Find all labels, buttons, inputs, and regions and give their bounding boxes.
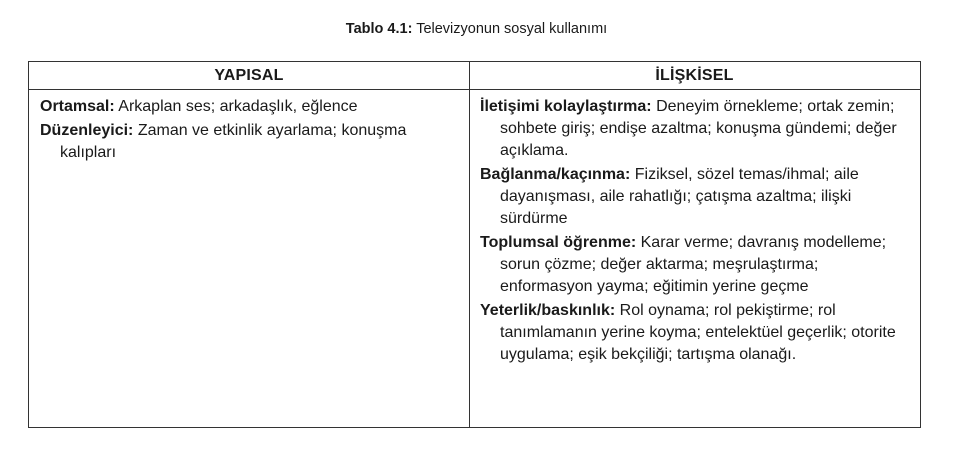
table-caption (0, 20, 953, 38)
social-use-table (28, 61, 921, 428)
relational-entry-social-learning (480, 232, 912, 298)
entry-desc: Deneyim örnekleme; ortak zemin; sohbete giriş; endişe azaltma; konuşma gündemi; değer açıklama. (500, 98, 897, 159)
structural-entry-regulative (40, 120, 460, 164)
header-structural: YAPISAL (29, 62, 469, 90)
entry-desc: Arkaplan ses; arkadaşlık, eğlence (118, 98, 358, 115)
relational-entry-competence (480, 300, 912, 366)
relational-column (480, 96, 912, 368)
caption-number: Tablo 4.1: (345, 21, 413, 37)
entry-desc: Karar verme; davranış modelleme; sorun çözme; değer aktarma; meşrulaştırma; enformasyon yayma; eğitimin yerine geçme (500, 234, 887, 295)
entry-term: Ortamsal: (40, 98, 115, 115)
entry-desc: Fiziksel, sözel temas/ihmal; aile dayanışması, aile rahatlığı; çatışma azaltma; ilişki sürdürme (500, 166, 859, 227)
structural-entry-ambient (40, 96, 460, 118)
relational-entry-communication (480, 96, 912, 162)
entry-desc: Zaman ve etkinlik ayarlama; konuşma kalıpları (60, 122, 407, 161)
entry-desc: Rol oynama; rol pekiştirme; rol tanımlamanın yerine koyma; entelektüel geçerlik; otorite uygulama; eşik bekçiliği; tartışma olanağı. (500, 302, 896, 363)
column-divider (469, 62, 470, 427)
caption-text: Televizyonun sosyal kullanımı (416, 21, 608, 37)
entry-term: Yeterlik/baskınlık: (480, 302, 616, 319)
entry-term: İletişimi kolaylaştırma: (480, 98, 652, 115)
structural-column (40, 96, 460, 166)
header-relational: İLİŞKİSEL (469, 62, 920, 90)
entry-term: Düzenleyici: (40, 122, 134, 139)
entry-term: Toplumsal öğrenme: (480, 234, 637, 251)
relational-entry-affiliation (480, 164, 912, 230)
entry-term: Bağlanma/kaçınma: (480, 166, 631, 183)
